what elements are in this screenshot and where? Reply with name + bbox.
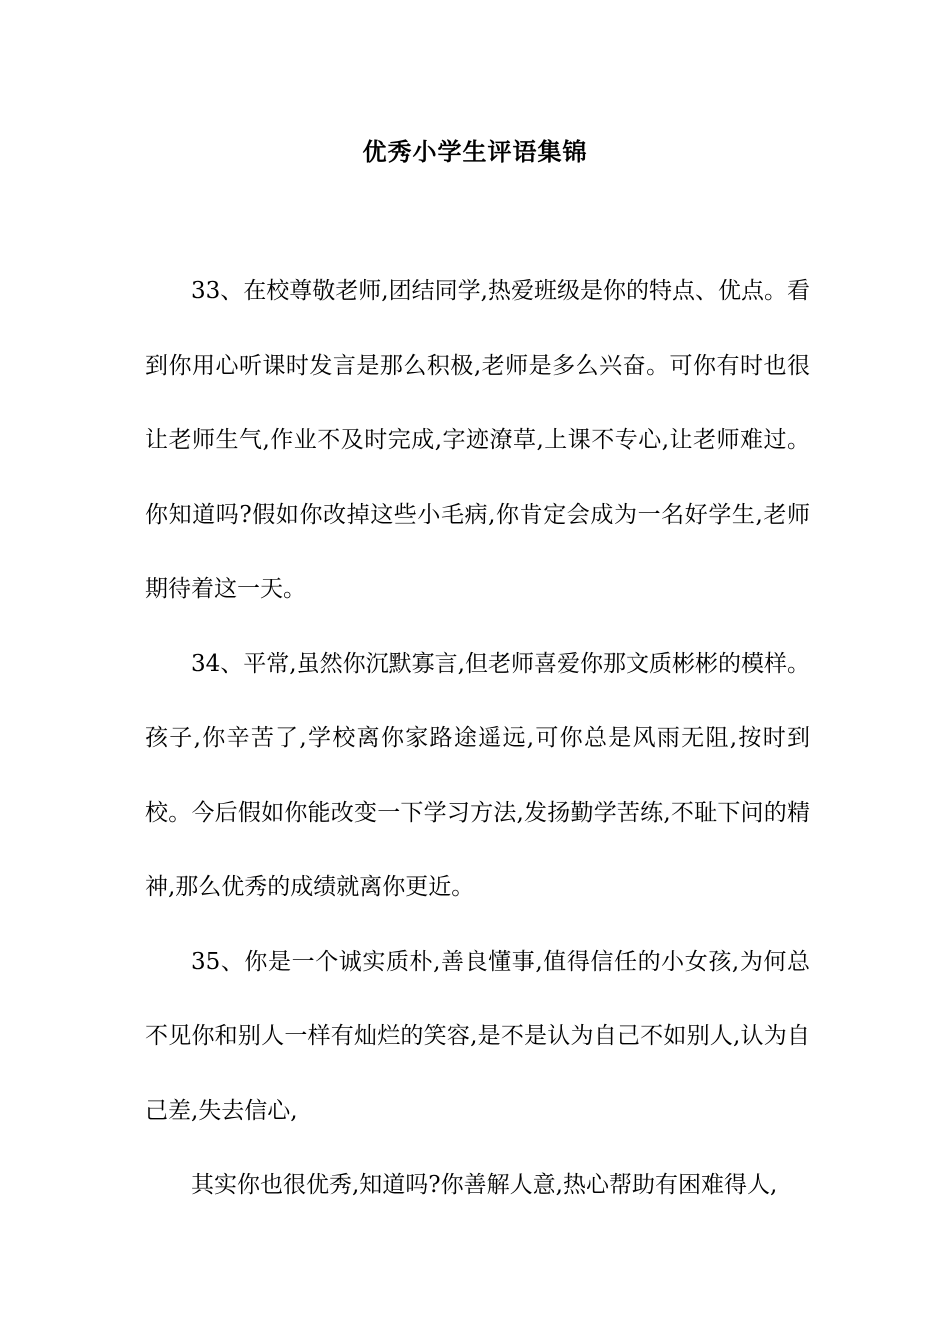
document-body bbox=[145, 254, 810, 1223]
document-title: 优秀小学生评语集锦 bbox=[362, 138, 588, 166]
paragraph-35-continued: 其实你也很优秀,知道吗?你善解人意,热心帮助有困难得人, bbox=[191, 1172, 778, 1198]
paragraph-34: 34、平常,虽然你沉默寡言,但老师喜爱你那文质彬彬的模样。孩子,你辛苦了,学校离你家路途遥远,可你总是风雨无阻,按时到校。今后假如你能改变一下学习方法,发扬勤学苦练,不耻下问的精神,那么优秀的成绩就离你更近。 bbox=[145, 650, 810, 900]
paragraph-35: 35、你是一个诚实质朴,善良懂事,值得信任的小女孩,为何总不见你和别人一样有灿烂的笑容,是不是认为自己不如别人,认为自己差,失去信心, bbox=[145, 948, 810, 1124]
paragraph-33: 33、在校尊敬老师,团结同学,热爱班级是你的特点、优点。看到你用心听课时发言是那么积极,老师是多么兴奋。可你有时也很让老师生气,作业不及时完成,字迹潦草,上课不专心,让老师难过。你知道吗?假如你改掉这些小毛病,你肯定会成为一名好学生,老师期待着这一天。 bbox=[145, 278, 810, 602]
